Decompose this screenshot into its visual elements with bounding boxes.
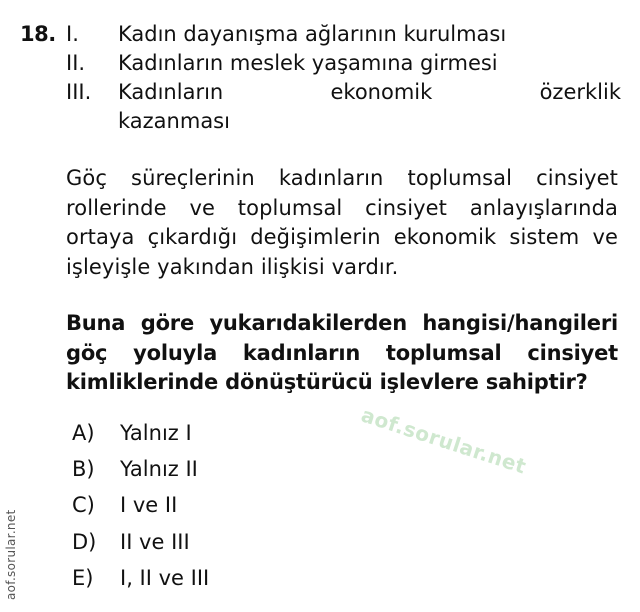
option-text: II ve III <box>120 530 190 554</box>
question-number: 18. <box>20 22 56 46</box>
statement-numeral: II. <box>66 51 86 75</box>
option-letter: C) <box>72 493 95 517</box>
question-stem: Buna göre yukarıdakilerden hangisi/hangileri göç yoluyla kadınların toplumsal cinsiyet kimliklerinde dönüştürücü işlevlere sahiptir? <box>66 311 618 394</box>
option-c[interactable] <box>72 491 177 519</box>
option-text: I ve II <box>120 493 178 517</box>
option-letter: E) <box>72 566 94 590</box>
statement-text: Kadın dayanışma ağlarının kurulması <box>118 22 507 46</box>
option-b[interactable] <box>72 455 198 483</box>
option-text: Yalnız II <box>120 457 198 481</box>
statement-text-continued: kazanması <box>118 109 230 133</box>
statement-numeral: I. <box>66 22 79 46</box>
option-letter: B) <box>72 457 95 481</box>
option-text: Yalnız I <box>120 421 192 445</box>
statement-text: Kadınların ekonomik özerklik <box>118 80 621 104</box>
watermark-diagonal: aof.sorular.net <box>358 402 530 479</box>
watermark-side: aof.sorular.net <box>4 509 18 600</box>
option-d[interactable] <box>72 528 190 556</box>
option-a[interactable] <box>72 419 192 447</box>
statement-text: Kadınların meslek yaşamına girmesi <box>118 51 498 75</box>
statement-numeral: III. <box>66 80 92 104</box>
option-letter: D) <box>72 530 97 554</box>
option-text: I, II ve III <box>120 566 210 590</box>
option-letter: A) <box>72 421 95 445</box>
option-e[interactable] <box>72 564 209 592</box>
context-paragraph: Göç süreçlerinin kadınların toplumsal cinsiyet rollerinde ve toplumsal cinsiyet anlayışlarında ortaya çıkardığı değişimlerin ekonomik sistem ve işleyişle yakından ilişkisi vardır. <box>66 166 618 279</box>
